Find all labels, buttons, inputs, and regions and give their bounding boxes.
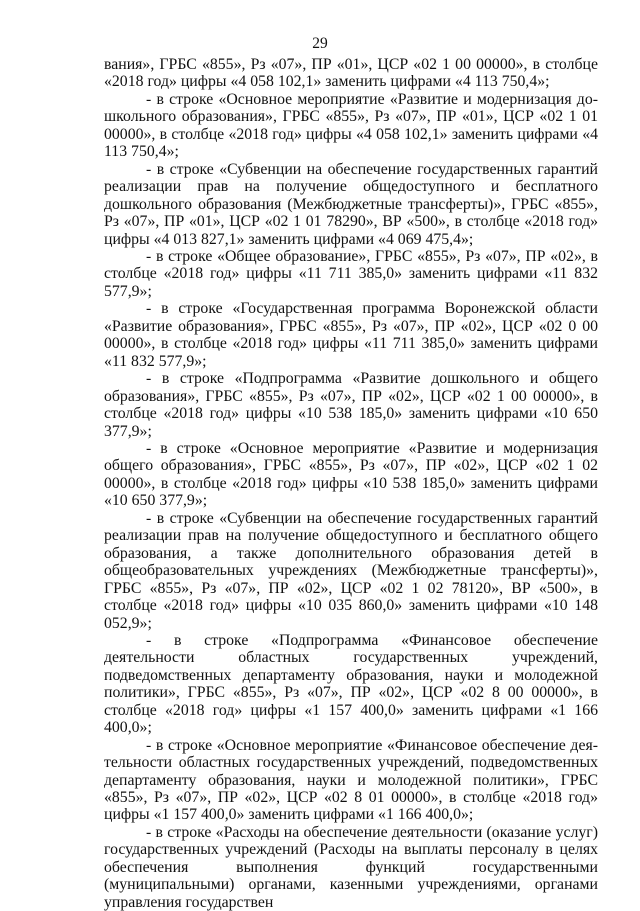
- paragraph-preschool-modernization: - в строке «Основное мероприятие «Развитие и модернизация дошкольного образования», ГРБС «855», Рз «07», ПР «01», ЦСР «02 1 01 00000», в столбце «2018 год» цифры «4 058 102,1» заменить цифрами «4 113 750,4»;: [104, 90, 598, 161]
- paragraph-financial-activity: - в строке «Основное мероприятие «Финансовое обеспечение деятельности областных государственных учреждений, подведомственных департаменту образования, науки и молодежной политики», ГРБС «855», Рз «07», ПР «02», ЦСР «02 8 01 00000», в столбце «2018 год» цифры «1 157 400,0» заменить цифрами «1 166 400,0»;: [104, 736, 598, 824]
- paragraph-subprogram-development: - в строке «Подпрограмма «Развитие дошкольного и общего образования», ГРБС «855», Рз «07», ПР «02», ЦСР «02 1 00 00000», в столбце «2018 год» цифры «10 538 185,0» заменить цифрами «10 650 377,9»;: [104, 370, 598, 440]
- document-body: [104, 56, 598, 911]
- paragraph-general-modernization: - в строке «Основное мероприятие «Развитие и модернизация общего образования», ГРБС «855», Рз «07», ПР «02», ЦСР «02 1 02 00000», в столбце «2018 год» цифры «10 538 185,0» заменить цифрами «10 650 377,9»;: [104, 439, 598, 510]
- paragraph-financial-subprogram: - в строке «Подпрограмма «Финансовое обеспечение деятельности областных государственных учреждений, подведомственных департаменту образования, науки и молодежной политики», ГРБС «855», Рз «07», ПР «02», ЦСР «02 8 00 00000», в столбце «2018 год» цифры «1 157 400,0» заменить цифрами «1 166 400,0»;: [104, 631, 598, 737]
- paragraph-continuation: вания», ГРБС «855», Рз «07», ПР «01», ЦСР «02 1 00 00000», в столбце «2018 год» цифры «4 058 102,1» заменить цифрами «4 113 750,4»;: [104, 56, 598, 91]
- paragraph-state-program: - в строке «Государственная программа Воронежской области «Развитие образования», ГРБС «855», Рз «07», ПР «02», ЦСР «02 0 00 00000», в столбце «2018 год» цифры «11 711 385,0» заменить цифрами «11 832 577,9»;: [104, 300, 598, 370]
- paragraph-preschool-subventions: - в строке «Субвенции на обеспечение государственных гарантий реализации прав на получение общедоступного и бесплатного дошкольного образования (Межбюджетные трансферты)», ГРБС «855», Рз «07», ПР «01», ЦСР «02 1 01 78290», ВР «500», в столбце «2018 год» цифры «4 013 827,1» заменить цифрами «4 069 475,4»;: [104, 160, 598, 248]
- paragraph-general-subventions: - в строке «Субвенции на обеспечение государственных гарантий реализации прав на получение общедоступного и бесплатного общего образования, а также дополнительного образования детей в общеобразовательных учреждениях (Межбюджетные трансферты)», ГРБС «855», Рз «07», ПР «02», ЦСР «02 1 02 78120», ВР «500», в столбце «2018 год» цифры «10 035 860,0» заменить цифрами «10 148 052,9»;: [104, 509, 598, 632]
- paragraph-service-expenses: - в строке «Расходы на обеспечение деятельности (оказание услуг) государственных учреждений (Расходы на выплаты персоналу в целях обеспечения выполнения функций государственными (муниципальными) органами, казенными учреждениями, органами управления государствен: [104, 823, 598, 911]
- paragraph-general-education: - в строке «Общее образование», ГРБС «855», Рз «07», ПР «02», в столбце «2018 год» цифры «11 711 385,0» заменить цифрами «11 832 577,9»;: [104, 247, 598, 300]
- page-number: 29: [312, 35, 328, 52]
